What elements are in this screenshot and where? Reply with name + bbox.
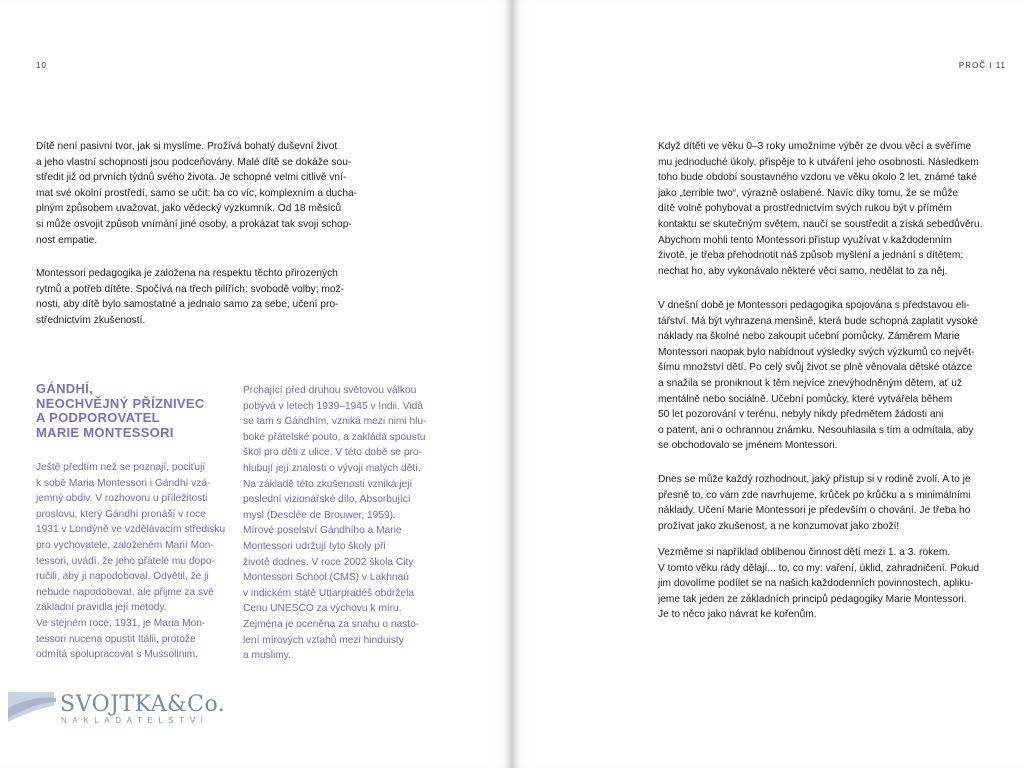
- text-line: Montessori naopak bylo nabídnout výsledky svých výzkumů co největ-: [658, 346, 975, 358]
- gandhi-box-column-2: [243, 383, 431, 664]
- text-line: poslední vizionářské dílo, Absorbující: [243, 494, 411, 506]
- text-line: mat své okolní prostředí, samo se učit; ba co víc, komplexním a ducha-: [36, 187, 358, 199]
- text-line: si může osvojit způsob vnímání jiné osoby, a prokázat tak svoji schop-: [36, 218, 352, 230]
- right-paragraph-2: [658, 298, 1006, 454]
- text-line: nebude napodobovat, ale přijme za své: [36, 586, 214, 598]
- right-paragraph-1: [658, 139, 1006, 279]
- text-line: a snažila se proniknout k těm nejvíce znevýhodněným dětem, ať už: [658, 377, 962, 389]
- text-line: a jeho vlastní schopnosti jsou podceňovány. Malé dítě se dokáže sou-: [36, 156, 352, 168]
- text-line: k sobě Maria Montessori i Gándhí vzá-: [36, 477, 211, 489]
- text-line: životě dodnes. V roce 2002 škola City: [243, 556, 414, 568]
- text-line: GÁNDHÍ,: [36, 381, 93, 396]
- text-line: nost empatie.: [36, 234, 98, 246]
- text-line: o patent, ani o ochrannou známku. Nesouhlasila s tím a odmítala, aby: [658, 424, 974, 436]
- text-line: Montessori udržují tyto školy při: [243, 540, 386, 552]
- text-line: a muslimy.: [243, 650, 291, 662]
- text-line: V dnešní době je Montessori pedagogika spojována s představou eli-: [658, 300, 970, 311]
- text-line: Abychom mohli tento Montessori přístup využívat v každodenním: [658, 234, 952, 246]
- intro-paragraph-1: [36, 139, 366, 248]
- text-line: Vezměme si například oblíbenou činnost dětí mezi 1. a 3. rokem.: [658, 547, 951, 558]
- text-line: základní pravidla její metody.: [36, 602, 167, 614]
- text-line: jim dovolíme podílet se na našich každodenních povinnostech, apliku-: [658, 578, 974, 590]
- text-line: mysl (Desclée de Brouwer, 1959).: [243, 509, 396, 521]
- text-line: lení mírových vztahů mezi hinduisty: [243, 634, 404, 646]
- text-line: jeme tak jeden ze základních principů pedagogiky Marie Montessori.: [658, 593, 967, 605]
- text-line: plným způsobem uvažovat, jako vědecký výzkumník. Od 18 měsíců: [36, 203, 342, 215]
- right-paragraph-3: [658, 472, 1006, 534]
- text-line: Cenu UNESCO za výchovu k míru.: [243, 603, 402, 615]
- text-line: dítě volně pohybovat a prostřednictvím svých rukou být v přímém: [658, 203, 952, 215]
- text-line: tářství. Má být vyhrazena menšině, která bude schopná zaplatit vysoké: [658, 315, 978, 327]
- text-line: pro vychovatele, založeném Marií Mon-: [36, 539, 214, 551]
- text-line: tessori nucena opustit Itálii, protože: [36, 633, 196, 645]
- text-line: Prchající před druhou světovou válkou: [243, 385, 417, 396]
- text-line: střednictvím zkušeností.: [36, 314, 146, 326]
- text-line: přesně to, co vám zde navrhujeme, krůček po krůčku a s minimálními: [658, 489, 971, 501]
- text-line: náklady na školné nebo zakoupit učební pomůcky. Záměrem Marie: [658, 331, 960, 343]
- text-line: 1931 v Londýně ve vzdělávacím středisku: [36, 524, 226, 536]
- text-line: tessori, uvádí, že jeho přátelé mu dopo-: [36, 555, 215, 567]
- text-line: odmítá spolupracovat s Mussolinim.: [36, 649, 198, 661]
- text-line: A PODPOROVATEL: [36, 410, 160, 425]
- book-spine-shadow: [505, 0, 519, 768]
- text-line: prožívat jako zkušenost, a ne konzumovat jako zboží!: [658, 520, 900, 532]
- text-line: kontaktu se skutečným světem, naučí se soustředit a získá sebedůvěru.: [658, 218, 983, 230]
- text-line: Zejména je oceněna za snahu o nasto-: [243, 618, 420, 630]
- text-line: mentálně nebo sociálně. Učební pomůcky, které vytvářela během: [658, 393, 953, 405]
- text-line: boké přátelské pouto, a zakládá spoustu: [243, 431, 426, 443]
- gandhi-box-heading: [36, 382, 205, 440]
- right-paragraph-4: [658, 545, 1006, 623]
- text-line: náklady. Učení Marie Montessori je především o chování. Je třeba ho: [658, 505, 971, 517]
- text-line: středit již od prvních týdnů svého života. Je schopné velmi citlivě vní-: [36, 172, 347, 184]
- text-line: 50 let pozorování v terénu, nebyly nikdy předmětem žádosti ani: [658, 409, 944, 421]
- text-line: Na základě této zkušenosti vzniká její: [243, 478, 413, 490]
- left-page-number: 10: [36, 61, 47, 70]
- text-line: Dítě není pasivní tvor, jak si myslíme. Prožívá bohatý duševní život: [36, 141, 338, 152]
- text-line: škol pro děti z ulice. V této době se pro-: [243, 447, 422, 459]
- text-line: rytmů a potřeb dítěte. Spočívá na třech pilířích: svobodě volby; mož-: [36, 283, 345, 295]
- text-line: se obchodovalo se jménem Montessori.: [658, 440, 838, 452]
- text-line: Montessori pedagogika je založena na respektu těchto přirozených: [36, 268, 338, 279]
- text-line: MARIE MONTESSORI: [36, 424, 174, 440]
- text-line: ručili, aby ji napodoboval. Odvětil, že ji: [36, 571, 209, 583]
- text-line: jako „terrible two“, výrazně oslabené. Navíc díky tomu, že se může: [658, 187, 959, 199]
- text-line: pobývá v letech 1939–1945 v Indii. Vidá: [243, 400, 423, 412]
- text-line: toho bude období soustavného vzdoru ve věku okolo 2 let, známé také: [658, 172, 977, 184]
- text-line: hlubují její znalosti o vývoji malých dětí.: [243, 462, 421, 474]
- text-line: nosti, aby dítě bylo samostatné a jednalo samo za sebe; učení pro-: [36, 299, 339, 311]
- text-line: nechat ho, aby vykonávalo některé věci samo, nedělat to za něj.: [658, 265, 948, 277]
- text-line: v indickém státě Uttarpradéš obdržela: [243, 587, 415, 599]
- text-line: Dnes se může každý rozhodnout, jaký přístup si v rodině zvolí. A to je: [658, 474, 971, 485]
- gandhi-box-column-1: [36, 460, 224, 663]
- text-line: V tomto věku rády dělají... to, co my: vaření, úklid, zahradničení. Pokud: [658, 562, 980, 574]
- publisher-logo-name: SVOJTKA&Co.: [60, 692, 226, 717]
- publisher-logo-subtitle: NAKLADATELSTVÍ: [61, 716, 209, 725]
- text-line: Montessori School (CMS) v Lakhnaú: [243, 572, 409, 584]
- text-line: šímu množství dětí. Po celý svůj život se plně věnovala dětské otázce: [658, 362, 973, 374]
- text-line: NEOCHVĚJNÝ PŘÍZNIVEC: [36, 395, 205, 411]
- text-line: jemný obdiv. V rozhovoru u příležitosti: [36, 493, 208, 505]
- text-line: Ještě předtím než se poznají, pociťují: [36, 462, 206, 473]
- text-line: mu jednoduché úkoly, přispěje to k utváření jeho osobnosti. Následkem: [658, 156, 979, 168]
- right-page: [512, 0, 1024, 768]
- text-line: se tam s Gándhím, vzniká mezi nimi hlu-: [243, 416, 427, 428]
- right-page-number: PROČ I 11: [958, 61, 1006, 70]
- text-line: Ve stejném roce, 1931, je Maria Mon-: [36, 617, 206, 629]
- text-line: Je to něco jako návrat ke kořenům.: [658, 609, 817, 621]
- text-line: proslovu, který Gándhí pronáší v roce: [36, 508, 206, 520]
- text-line: Když dítěti ve věku 0–3 roky umožníme výběr ze dvou věcí a svěříme: [658, 141, 972, 152]
- intro-paragraph-2: [36, 266, 366, 328]
- text-line: Mírové poselství Gándhího a Marie: [243, 525, 402, 537]
- text-line: životě, je třeba přehodnotit náš způsob myšlení a jednání s dítětem:: [658, 250, 964, 262]
